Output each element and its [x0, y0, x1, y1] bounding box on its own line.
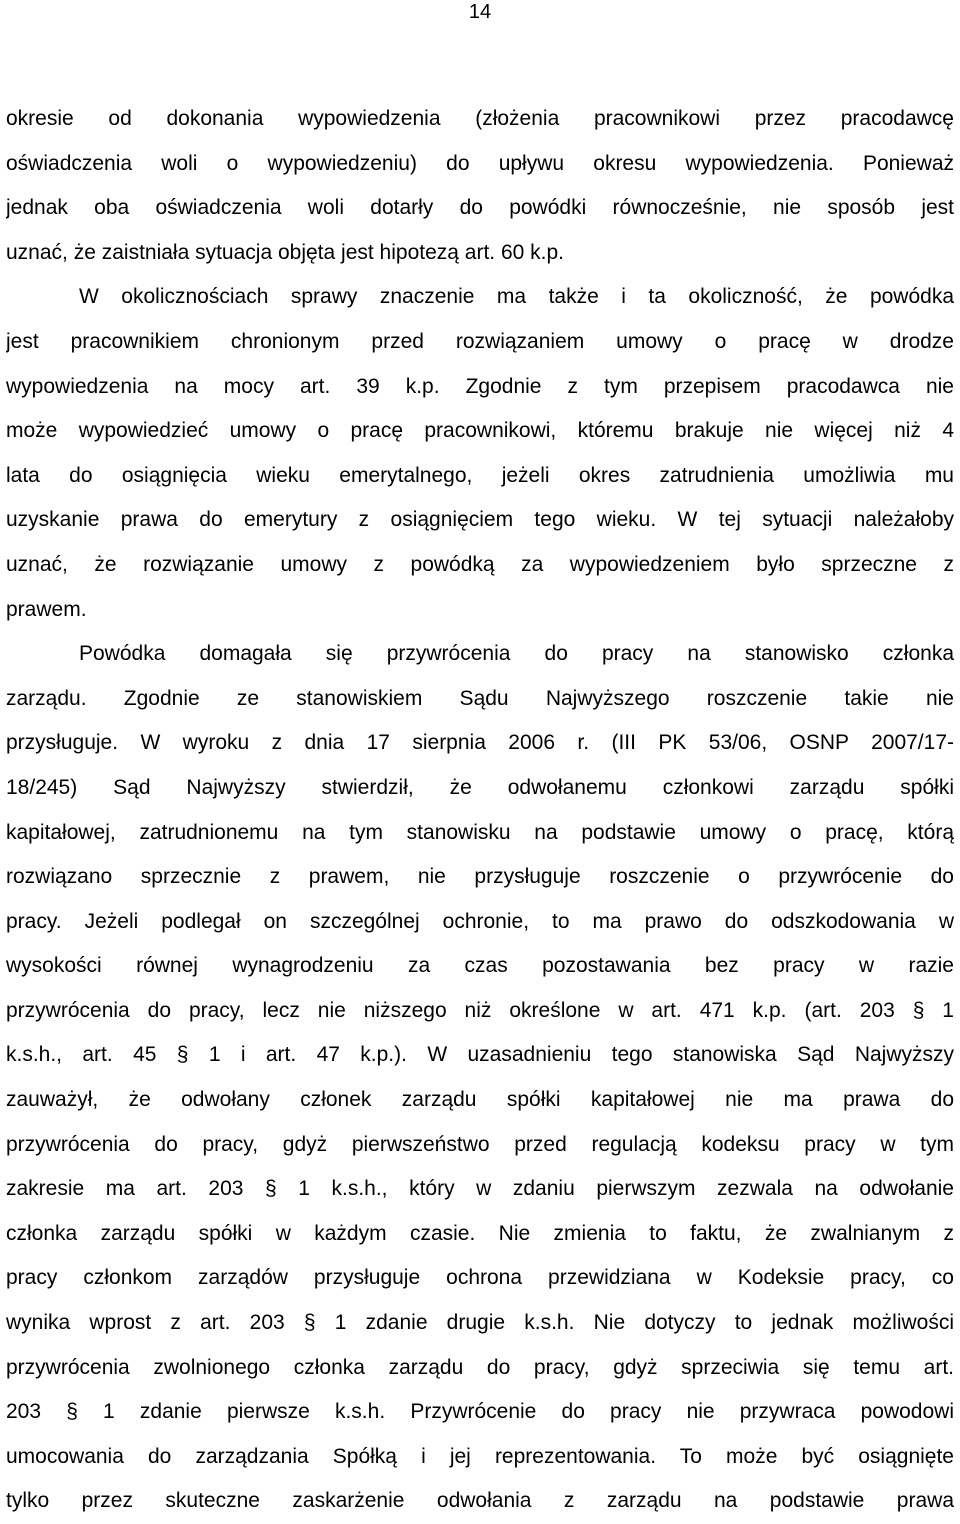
- text-line: wypowiedzenia na mocy art. 39 k.p. Zgodnie z tym przepisem pracodawca nie: [6, 374, 954, 398]
- text-line: jest pracownikiem chronionym przed rozwiązaniem umowy o pracę w drodze: [6, 329, 954, 353]
- text-line: uznać, że zaistniała sytuacja objęta jest hipotezą art. 60 k.p.: [6, 240, 564, 264]
- text-line: zakresie ma art. 203 § 1 k.s.h., który w zdaniu pierwszym zezwala na odwołanie: [6, 1177, 954, 1201]
- text-line: jednak oba oświadczenia woli dotarły do powódki równocześnie, nie sposób jest: [6, 196, 954, 220]
- text-line: zauważył, że odwołany członek zarządu spółki kapitałowej nie ma prawa do: [6, 1088, 954, 1112]
- text-line: okresie od dokonania wypowiedzenia (złożenia pracownikowi przez pracodawcę: [6, 107, 954, 130]
- text-line: tylko przez skuteczne zaskarżenie odwołania z zarządu na podstawie prawa: [6, 1489, 954, 1513]
- text-line: Powódka domagała się przywrócenia do pracy na stanowisko członka: [79, 642, 954, 666]
- text-line: k.s.h., art. 45 § 1 i art. 47 k.p.). W uzasadnieniu tego stanowiska Sąd Najwyższy: [6, 1043, 954, 1067]
- text-line: uzyskanie prawa do emerytury z osiągnięciem tego wieku. W tej sytuacji należałoby: [6, 508, 954, 532]
- text-line: pracy członkom zarządów przysługuje ochrona przewidziana w Kodeksie pracy, co: [6, 1266, 954, 1290]
- text-line: prawem.: [6, 597, 87, 621]
- text-line: wynika wprost z art. 203 § 1 zdanie drugie k.s.h. Nie dotyczy to jednak możliwości: [6, 1311, 954, 1335]
- text-line: rozwiązano sprzecznie z prawem, nie przysługuje roszczenie o przywrócenie do: [6, 865, 954, 889]
- document-body: [6, 97, 954, 1524]
- page-number: 14: [468, 1, 492, 23]
- text-line: wysokości równej wynagrodzeniu za czas pozostawania bez pracy w razie: [6, 954, 954, 978]
- text-line: przywrócenia do pracy, gdyż pierwszeństwo przed regulacją kodeksu pracy w tym: [6, 1132, 954, 1156]
- text-line: pracy. Jeżeli podlegał on szczególnej ochronie, to ma prawo do odszkodowania w: [6, 909, 954, 933]
- text-line: może wypowiedzieć umowy o pracę pracownikowi, któremu brakuje nie więcej niż 4: [6, 419, 954, 443]
- text-line: oświadczenia woli o wypowiedzeniu) do upływu okresu wypowiedzenia. Ponieważ: [6, 151, 954, 175]
- text-line: 18/245) Sąd Najwyższy stwierdził, że odwołanemu członkowi zarządu spółki: [6, 775, 954, 799]
- text-line: uznać, że rozwiązanie umowy z powódką za wypowiedzeniem było sprzeczne z: [6, 552, 954, 576]
- text-line: członka zarządu spółki w każdym czasie. Nie zmienia to faktu, że zwalnianym z: [6, 1221, 954, 1245]
- text-line: umocowania do zarządzania Spółką i jej reprezentowania. To może być osiągnięte: [6, 1444, 954, 1468]
- text-line: przywrócenia do pracy, lecz nie niższego niż określone w art. 471 k.p. (art. 203 § 1: [6, 998, 954, 1022]
- text-line: przywrócenia zwolnionego członka zarządu do pracy, gdyż sprzeciwia się temu art.: [6, 1355, 954, 1379]
- text-line: zarządu. Zgodnie ze stanowiskiem Sądu Najwyższego roszczenie takie nie: [6, 686, 954, 710]
- text-line: przysługuje. W wyroku z dnia 17 sierpnia 2006 r. (III PK 53/06, OSNP 2007/17-: [6, 731, 954, 755]
- text-line: 203 § 1 zdanie pierwsze k.s.h. Przywrócenie do pracy nie przywraca powodowi: [6, 1400, 954, 1424]
- text-line: lata do osiągnięcia wieku emerytalnego, jeżeli okres zatrudnienia umożliwia mu: [6, 463, 954, 487]
- text-line: W okolicznościach sprawy znaczenie ma także i ta okoliczność, że powódka: [79, 285, 954, 309]
- text-line: kapitałowej, zatrudnionemu na tym stanowisku na podstawie umowy o pracę, którą: [6, 820, 954, 844]
